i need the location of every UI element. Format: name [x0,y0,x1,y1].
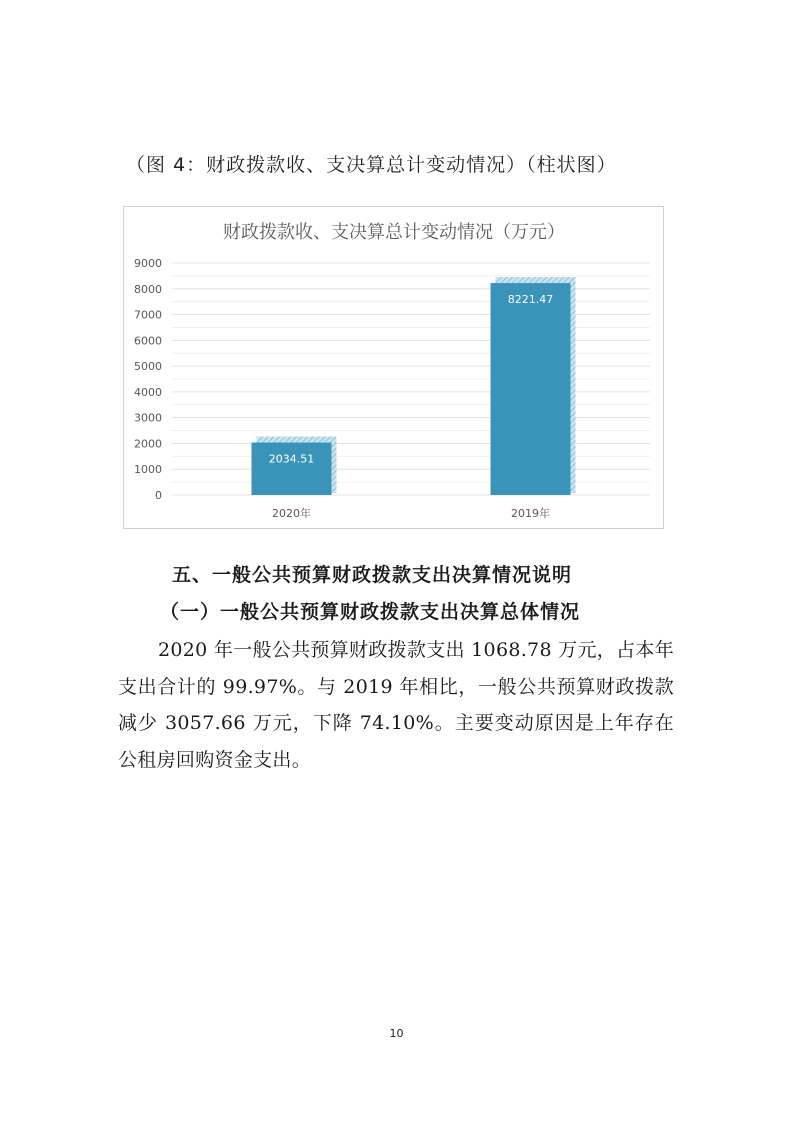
y-tick-label: 7000 [134,308,162,322]
x-tick-label: 2019年 [511,507,550,520]
chart-canvas [124,207,665,530]
bar-data-label: 2034.51 [268,452,315,466]
sub-heading: （一）一般公共预算财政拨款支出决算总体情况 [160,601,581,623]
section-heading: 五、一般公共预算财政拨款支出决算情况说明 [172,564,573,586]
y-tick-label: 3000 [134,411,162,425]
y-tick-label: 6000 [134,334,162,348]
y-tick-label: 2000 [134,437,162,451]
bar [252,443,332,495]
y-tick-label: 8000 [134,282,162,296]
page-number: 10 [389,1027,404,1040]
y-tick-label: 9000 [134,257,162,270]
bar-chart [123,206,664,529]
figure-caption: （图 4：财政拨款收、支决算总计变动情况）（柱状图） [126,154,617,176]
y-tick-label: 4000 [134,385,162,399]
y-axis [134,257,162,502]
bar [491,283,571,495]
y-tick-label: 1000 [134,463,162,477]
x-axis [272,506,550,520]
y-tick-label: 0 [155,489,162,502]
chart-title: 财政拨款收、支决算总计变动情况（万元） [223,222,565,243]
y-tick-label: 5000 [134,360,162,374]
bar-data-label: 8221.47 [507,293,554,307]
body-paragraph: 2020 年一般公共预算财政拨款支出 1068.78 万元，占本年支出合计的 99.97%。与 2019 年相比，一般公共预算财政拨款减少 3057.66 万元，下降 74.10%。主要变动原因是上年存在公租房回购资金支出。 [118,639,674,771]
grid-lines [172,263,650,495]
x-tick-label: 2020年 [272,507,311,520]
bars [252,277,576,495]
